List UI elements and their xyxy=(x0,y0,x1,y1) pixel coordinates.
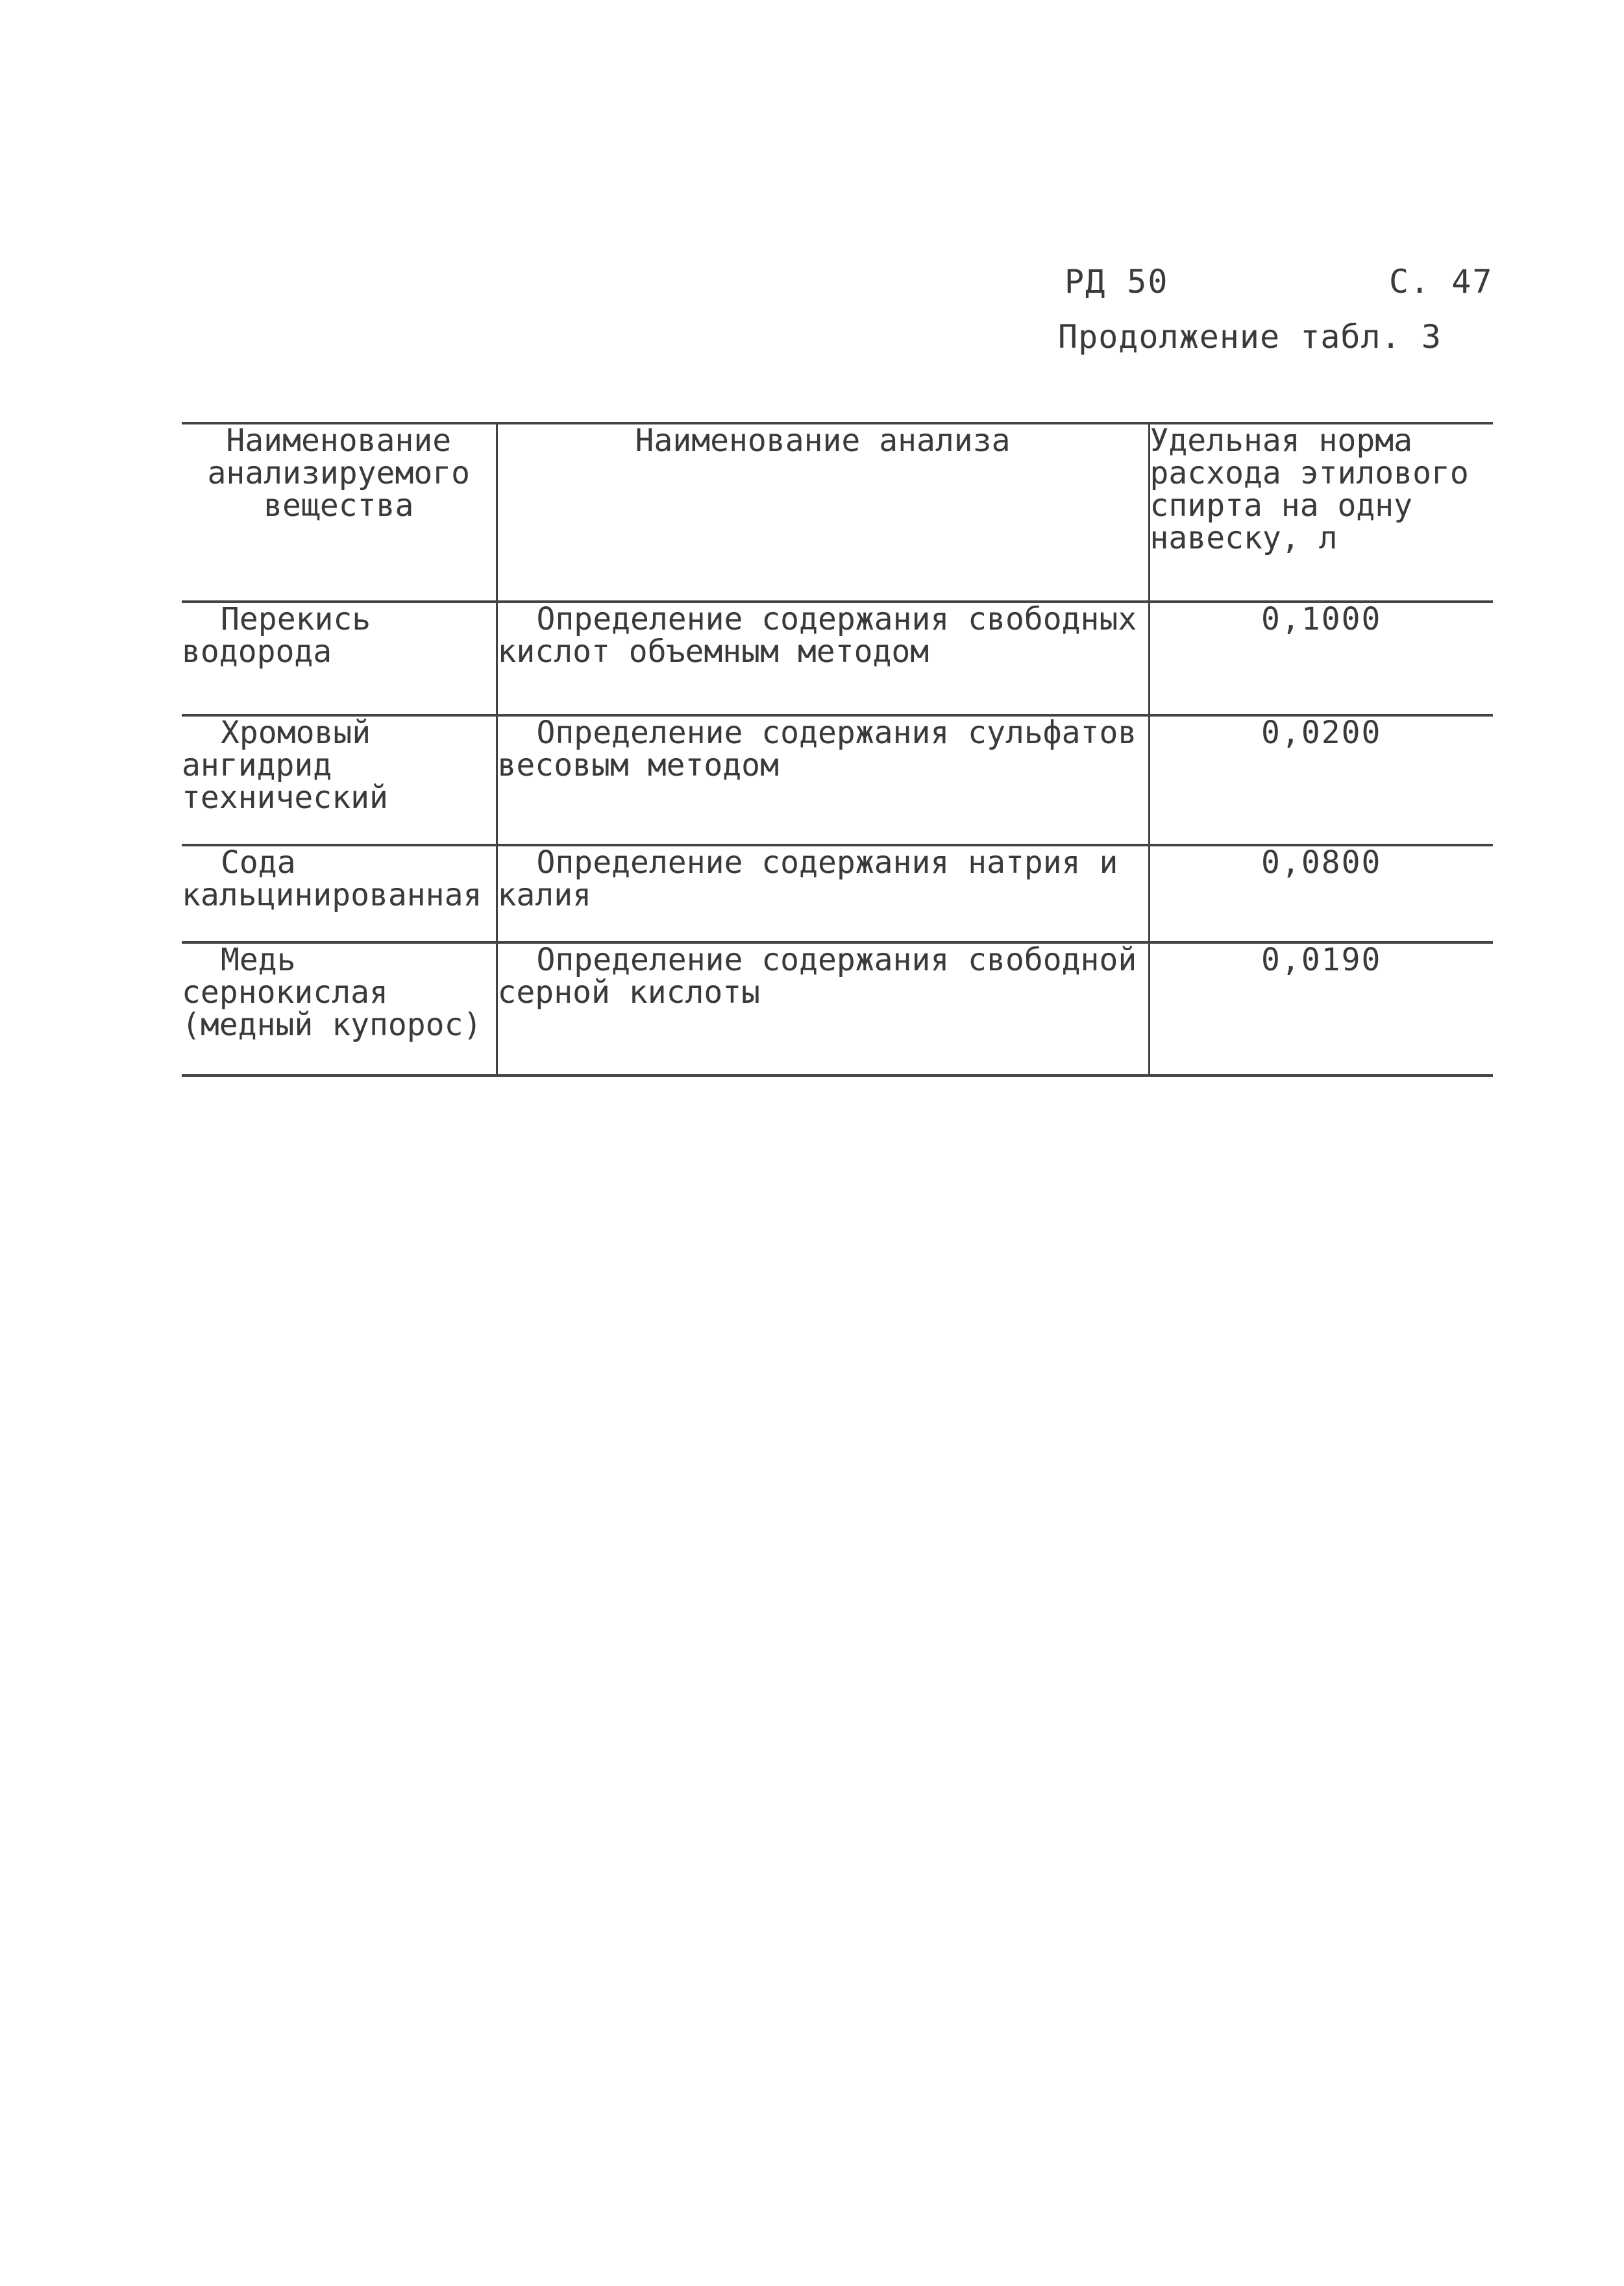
table-header-row xyxy=(182,423,1493,602)
table-row xyxy=(182,602,1493,715)
cell-analysis: Определение содержания свободной серной кислоты xyxy=(497,942,1149,1075)
table-row xyxy=(182,715,1493,845)
cell-analysis: Определение содержания натрия и калия xyxy=(497,845,1149,942)
cell-substance: Хромовый ангидрид технический xyxy=(182,715,497,845)
cell-analysis: Определение содержания сульфатов весовым методом xyxy=(497,715,1149,845)
cell-substance: Перекись водорода xyxy=(182,602,497,715)
cell-norm: 0,0200 xyxy=(1149,715,1493,845)
cell-substance: Медь сернокислая (медный купорос) xyxy=(182,942,497,1075)
column-header-norm: Удельная норма расхода этилового спирта на одну навеску, л xyxy=(1149,423,1493,602)
table-row xyxy=(182,942,1493,1075)
cell-substance: Сода кальцинированная xyxy=(182,845,497,942)
column-header-substance: Наименование анализируемого вещества xyxy=(182,423,497,602)
page-number: С. 47 xyxy=(1389,263,1494,301)
cell-analysis: Определение содержания свободных кислот объемным методом xyxy=(497,602,1149,715)
cell-norm: 0,0190 xyxy=(1149,942,1493,1075)
table-row xyxy=(182,845,1493,942)
column-header-analysis: Наименование анализа xyxy=(497,423,1149,602)
table-continuation-caption: Продолжение табл. 3 xyxy=(1058,318,1442,356)
cell-norm: 0,0800 xyxy=(1149,845,1493,942)
cell-norm: 0,1000 xyxy=(1149,602,1493,715)
document-code: РД 50 xyxy=(1064,263,1169,301)
alcohol-norms-table xyxy=(182,422,1493,1077)
